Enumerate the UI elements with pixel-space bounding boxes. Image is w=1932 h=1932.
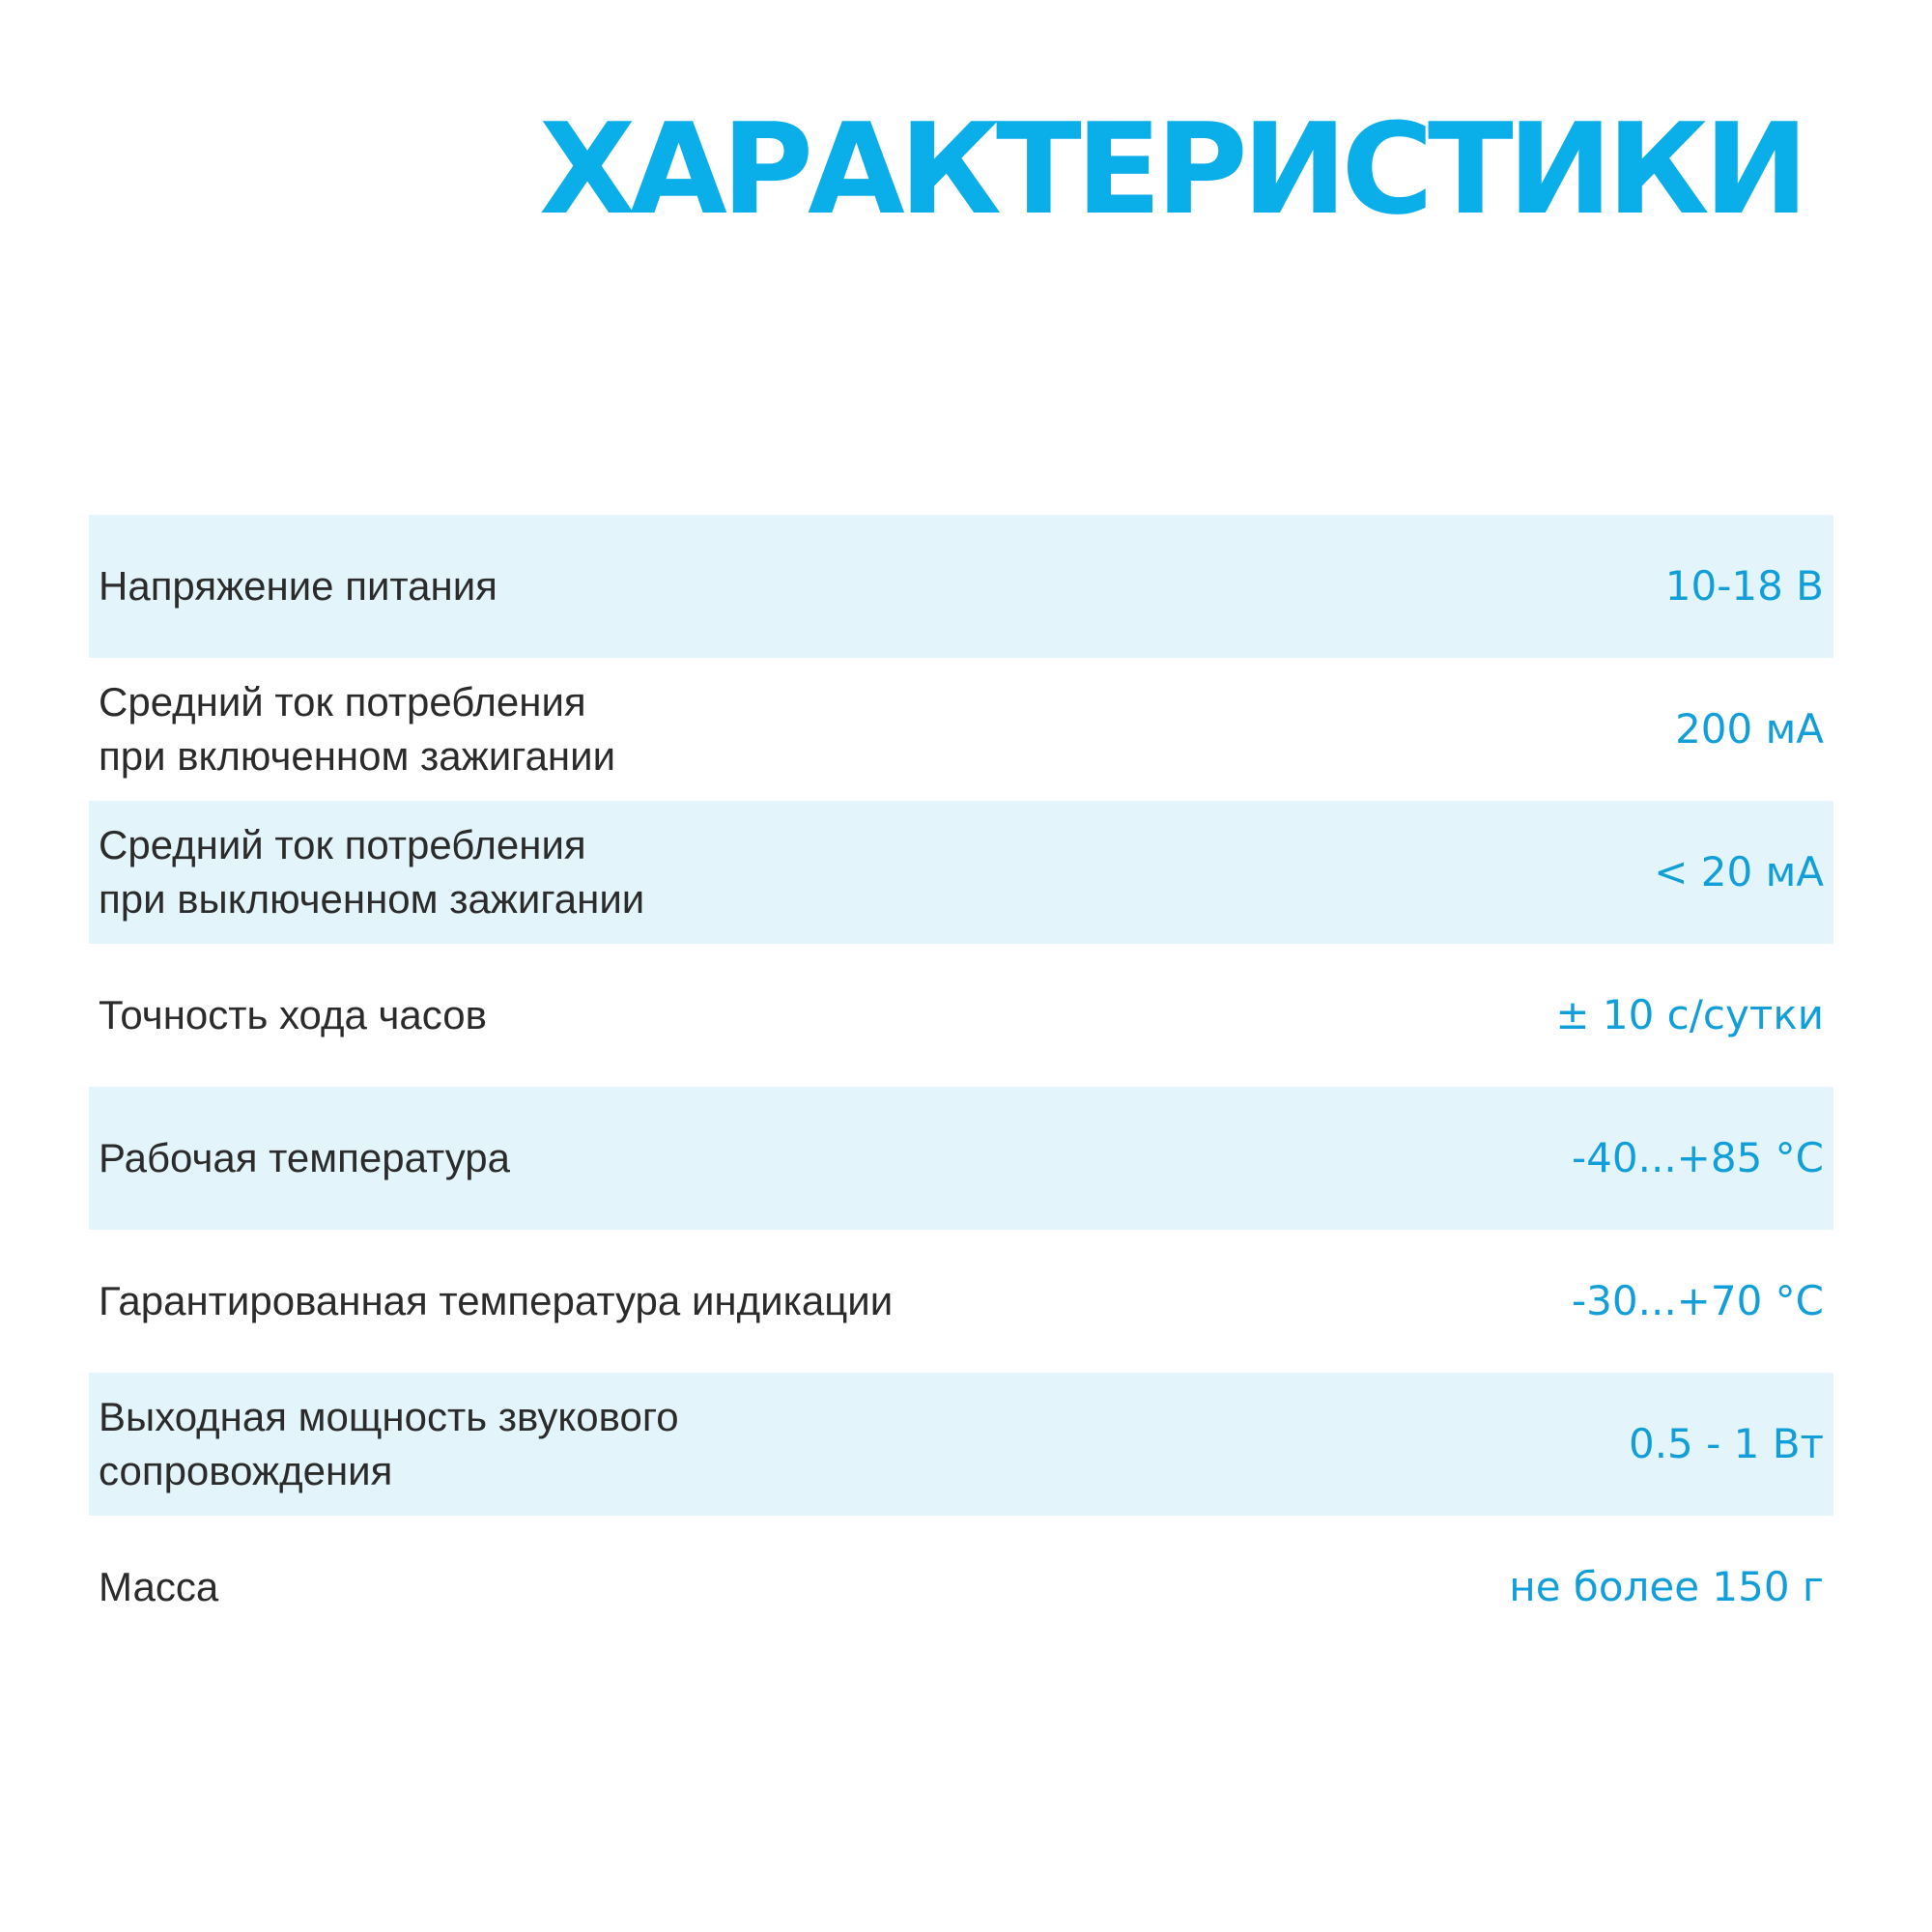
- spec-value: < 20 мА: [1654, 848, 1824, 895]
- spec-label: Точность хода часов: [99, 992, 487, 1037]
- spec-row-clock-accuracy: [89, 944, 1833, 1087]
- spec-row-operating-temperature: [89, 1087, 1833, 1230]
- spec-value: ± 10 с/сутки: [1555, 991, 1824, 1038]
- spec-label: Рабочая температура: [99, 1135, 510, 1180]
- spec-label: Выходная мощность звукового сопровождения: [99, 1394, 679, 1493]
- spec-label: Средний ток потребления при включенном зажигании: [99, 679, 616, 779]
- spec-label: Масса: [99, 1564, 219, 1609]
- spec-row-sound-power: [89, 1373, 1833, 1516]
- spec-label: Средний ток потребления при выключенном зажигании: [99, 822, 645, 922]
- spec-row-mass: [89, 1516, 1833, 1659]
- spec-value: 10-18 В: [1664, 562, 1824, 610]
- spec-row-voltage: [89, 515, 1833, 658]
- spec-row-current-ignition-off: [89, 801, 1833, 944]
- spec-value: 200 мА: [1675, 705, 1824, 753]
- specs-table: [89, 515, 1833, 1659]
- spec-row-display-temperature: [89, 1230, 1833, 1373]
- page-title: ХАРАКТЕРИСТИКИ: [539, 96, 1804, 242]
- spec-label: Напряжение питания: [99, 563, 497, 609]
- spec-value: 0.5 - 1 Вт: [1628, 1420, 1824, 1467]
- spec-value: -30...+70 °С: [1572, 1277, 1824, 1324]
- spec-label: Гарантированная температура индикации: [99, 1278, 894, 1323]
- spec-value: -40...+85 °С: [1572, 1134, 1824, 1181]
- spec-value: не более 150 г: [1509, 1563, 1824, 1610]
- spec-row-current-ignition-on: [89, 658, 1833, 801]
